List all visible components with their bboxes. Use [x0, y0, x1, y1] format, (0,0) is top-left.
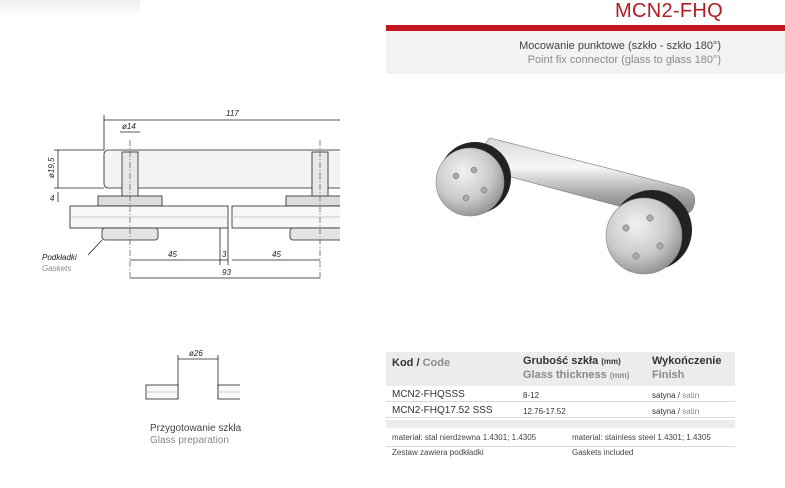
top-left-band [0, 0, 140, 18]
dim-45-right: 45 [272, 250, 281, 259]
table-row [386, 387, 735, 402]
material-band [386, 420, 735, 428]
label-gaskets-pl: Podkładki [42, 253, 77, 262]
row-finish: satyna / satin [652, 407, 700, 416]
col-thickness-header-en: Glass thickness (mm) [523, 369, 630, 381]
subtitle-polish: Mocowanie punktowe (szkło - szkło 180°) [519, 40, 721, 52]
glass-prep-label-pl: Przygotowanie szkła [150, 423, 242, 434]
row-finish: satyna / satin [652, 391, 700, 400]
product-photo [430, 110, 730, 290]
label-gaskets-en: Gaskets [42, 264, 72, 273]
dim-d14: ø14 [122, 122, 136, 131]
gaskets-included-en: Gaskets included [572, 448, 634, 457]
table-row [386, 403, 735, 418]
row-code: MCN2-FHQ17.52 SSS [392, 405, 493, 416]
dim-d195: ø19,5 [47, 157, 56, 178]
left-disc [436, 142, 511, 216]
row-code: MCN2-FHQSSS [392, 389, 465, 400]
dim-45-left: 45 [168, 250, 177, 259]
glass-prep-label-en: Glass preparation [150, 435, 229, 446]
dim-total: 117 [226, 109, 239, 118]
subtitle-english: Point fix connector (glass to glass 180°) [527, 54, 721, 66]
dim-4: 4 [50, 194, 55, 203]
subtitle-panel [386, 31, 785, 74]
prep-dim: ø26 [189, 349, 203, 358]
product-title: MCN2-FHQ [615, 0, 723, 22]
col-finish-header-pl: Wykończenie [652, 355, 722, 367]
glass-preparation-drawing [140, 345, 240, 415]
gaskets-included-pl: Zestaw zawiera podkładki [392, 448, 484, 457]
technical-drawing [40, 100, 340, 290]
material-en: material: stainless steel 1.4301; 1.4305 [572, 433, 711, 442]
dim-3: 3 [222, 250, 227, 259]
dim-93: 93 [222, 268, 231, 277]
footer-divider [386, 446, 735, 447]
material-pl: materiał: stal nierdzewna 1.4301; 1.4305 [392, 433, 537, 442]
col-finish-header-en: Finish [652, 369, 685, 381]
col-thickness-header-pl: Grubość szkła (mm) [523, 355, 621, 367]
row-thickness: 8-12 [523, 391, 540, 400]
row-thickness: 12.76-17.52 [523, 407, 566, 416]
col-code-header: Kod / Code [392, 357, 451, 369]
